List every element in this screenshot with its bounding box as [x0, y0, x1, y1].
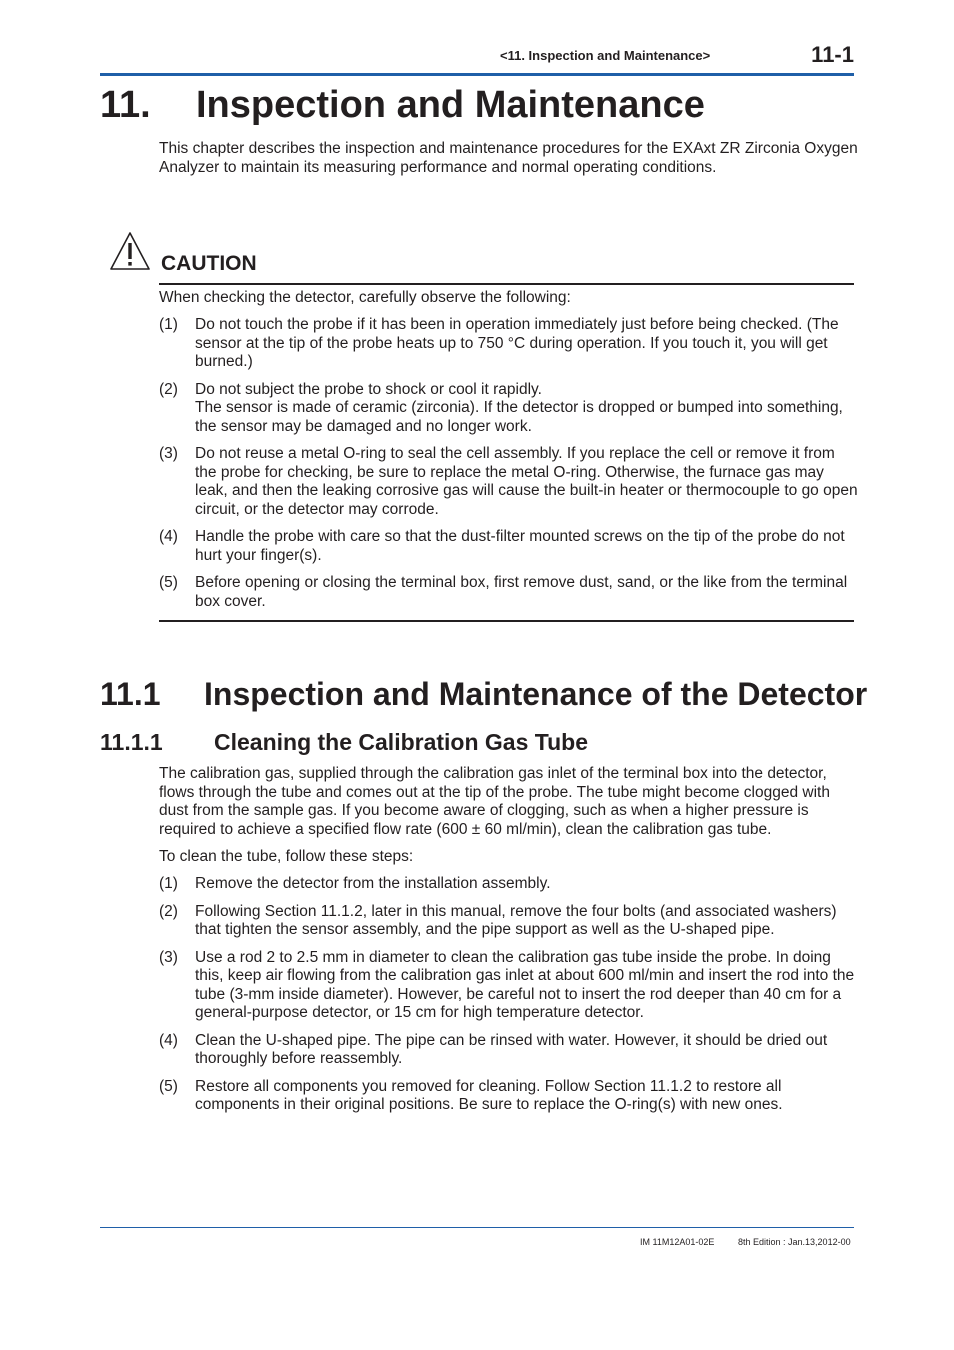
list-item: [159, 574, 859, 611]
list-item: [159, 903, 859, 940]
chapter-intro: This chapter describes the inspection and maintenance procedures for the EXAxt ZR Zirconia Oxygen Analyzer to maintain its measuring performance and normal operating conditions.: [159, 140, 858, 176]
section-title: Inspection and Maintenance of the Detector: [204, 676, 868, 712]
caution-list: [159, 316, 859, 620]
item-number: (2): [159, 902, 178, 920]
list-item: [159, 316, 859, 372]
item-number: (5): [159, 574, 178, 591]
caution-top-rule: [159, 283, 854, 285]
item-text: Handle the probe with care so that the dust-filter mounted screws on the tip of the probe do not hurt your finger(s).: [195, 528, 845, 564]
steps-list: [159, 875, 859, 1124]
item-text: Following Section 11.1.2, later in this manual, remove the four bolts (and associated washers) that tighten the sensor assembly, and the pipe support as well as the U-shaped pipe.: [195, 902, 837, 938]
list-item: [159, 949, 859, 1023]
item-number: (3): [159, 948, 178, 966]
item-number: (4): [159, 528, 178, 545]
item-number: (1): [159, 875, 178, 892]
footer-edition: 8th Edition : Jan.13,2012-00: [738, 1237, 851, 1247]
subsection-number: 11.1.1: [100, 729, 163, 755]
footer-doc-number: IM 11M12A01-02E: [640, 1237, 715, 1247]
running-header-chapter: <11. Inspection and Maintenance>: [500, 48, 711, 63]
steps-intro: To clean the tube, follow these steps:: [159, 848, 414, 865]
item-number: (1): [159, 316, 178, 333]
list-item: [159, 381, 859, 437]
footer-rule: [100, 1227, 854, 1228]
item-text: Before opening or closing the terminal box, first remove dust, sand, or the like from the terminal box cover.: [195, 574, 848, 610]
subsection-heading: [100, 729, 588, 756]
list-item: [159, 1078, 859, 1115]
list-item: [159, 1032, 859, 1069]
chapter-heading: [100, 84, 705, 127]
item-text: Do not touch the probe if it has been in operation immediately just before being checked. (The sensor at the tip of the probe heats up to 750 °C during operation. If you touch it, you will get burned.): [195, 316, 839, 370]
item-number: (5): [159, 1077, 178, 1095]
caution-bottom-rule: [159, 620, 854, 622]
warning-triangle-icon: [108, 230, 152, 272]
item-number: (2): [159, 380, 178, 398]
chapter-title: Inspection and Maintenance: [196, 84, 705, 126]
header-rule: [100, 73, 854, 76]
page-number: 11-1: [811, 42, 854, 67]
section-number: 11.1: [100, 676, 161, 712]
item-text: Do not reuse a metal O-ring to seal the cell assembly. If you replace the cell or remove it from the probe for checking, be sure to replace the metal O-ring. Otherwise, the furnace gas may leak, and then the leaking corrosive gas will cause the built-in heater or thermocouple to go open circuit, or the detector may corrode.: [195, 445, 858, 518]
item-number: (4): [159, 1031, 178, 1049]
section-heading: [100, 676, 867, 713]
caution-title: CAUTION: [161, 252, 257, 275]
chapter-number: 11.: [100, 84, 151, 126]
list-item: [159, 528, 859, 565]
item-text: Remove the detector from the installation assembly.: [195, 875, 551, 892]
item-text: Do not subject the probe to shock or cool it rapidly. The sensor is made of ceramic (zirconia). If the detector is dropped or bumped into something, the sensor may be damaged and no longer work.: [195, 380, 843, 435]
item-text: Clean the U-shaped pipe. The pipe can be rinsed with water. However, it should be dried out thoroughly before reassembly.: [195, 1031, 828, 1067]
item-text: Restore all components you removed for cleaning. Follow Section 11.1.2 to restore all components in their original positions. Be sure to replace the O-ring(s) with new ones.: [195, 1077, 783, 1113]
item-number: (3): [159, 445, 178, 462]
item-text: Use a rod 2 to 2.5 mm in diameter to clean the calibration gas tube inside the probe. In doing this, keep air flowing from the calibration gas inlet at about 600 ml/min and insert the rod into the tube (3-mm inside diameter). However, be careful not to insert the rod deeper than 40 cm for a general-purpose detector, or 15 cm for high temperature detector.: [195, 948, 855, 1021]
caution-intro: When checking the detector, carefully observe the following:: [159, 289, 571, 306]
list-item: [159, 875, 859, 894]
subsection-title: Cleaning the Calibration Gas Tube: [214, 729, 589, 755]
subsection-intro: The calibration gas, supplied through the calibration gas inlet of the terminal box into the detector, flows through the tube and comes out at the tip of the probe. The tube might become clogged with dust from the sample gas. If you become aware of clogging, such as when a higher pressure is required to achieve a specified flow rate (600 ± 60 ml/min), clean the calibration gas tube.: [159, 765, 830, 838]
list-item: [159, 445, 859, 519]
